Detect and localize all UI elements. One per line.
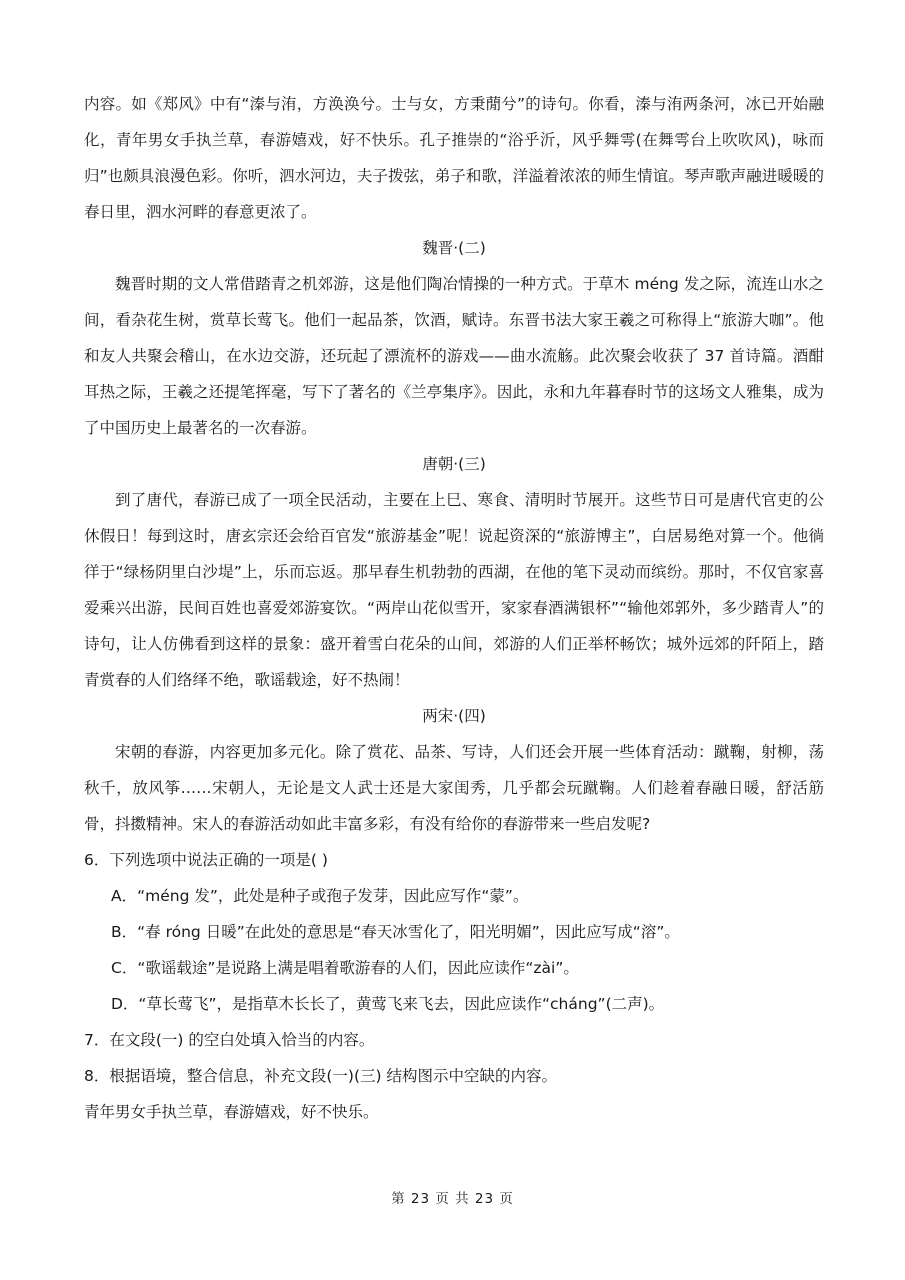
answer-text: 青年男女手执兰草，春游嬉戏，好不快乐。: [84, 1103, 379, 1121]
section2-body: 魏晋时期的文人常借踏青之机郊游，这是他们陶冶情操的一种方式。于草木 méng 发之际，流连山水之间，看杂花生树，赏草长莺飞。他们一起品茶，饮酒，赋诗。东晋书法大家王羲之可称得上“旅游大咖”。他和友人共聚会稽山，在水边交游，还玩起了漂流杯的游戏——曲水流觞。此次聚会收获了 37 首诗篇。酒酣耳热之际，王羲之还提笔挥毫，写下了著名的《兰亭集序》。因此，永和九年暮春时节的这场文人雅集，成为了中国历史上最著名的一次春游。: [84, 275, 824, 437]
question-6: 6．下列选项中说法正确的一项是( ): [84, 851, 328, 869]
section2-heading: 魏晋·(二): [422, 239, 486, 257]
question-8: 8．根据语境，整合信息，补充文段(一)(三) 结构图示中空缺的内容。: [84, 1067, 557, 1085]
q6-option-b: B．“春 róng 日暖”在此处的意思是“春天冰雪化了，阳光明媚”，因此应写成“溶”。: [111, 923, 680, 941]
section4-body: 宋朝的春游，内容更加多元化。除了赏花、品茶、写诗，人们还会开展一些体育活动：蹴鞠，射柳，荡秋千，放风筝……宋朝人，无论是文人武士还是大家闺秀，几乎都会玩蹴鞠。人们趁着春融日暖，舒活筋骨，抖擞精神。宋人的春游活动如此丰富多彩，有没有给你的春游带来一些启发呢?: [84, 743, 824, 833]
q6-option-a: A．“méng 发”，此处是种子或孢子发芽，因此应写作“蒙”。: [111, 887, 529, 905]
page-footer: 第 23 页 共 23 页: [391, 1191, 514, 1207]
question-7: 7．在文段(一) 的空白处填入恰当的内容。: [84, 1031, 375, 1049]
section3-heading: 唐朝·(三): [422, 455, 486, 473]
document-page: [84, 86, 824, 1130]
section1-continuation: 内容。如《郑风》中有“溱与洧，方涣涣兮。士与女，方秉蕑兮”的诗句。你看，溱与洧两条河，冰已开始融化，青年男女手执兰草，春游嬉戏，好不快乐。孔子推崇的“浴乎沂，风乎舞雩(在舞雩台上吹吹风)，咏而归”也颇具浪漫色彩。你听，泗水河边，夫子拨弦，弟子和歌，洋溢着浓浓的师生情谊。琴声歌声融进暖暖的春日里，泗水河畔的春意更浓了。: [84, 95, 824, 221]
q6-option-c: C．“歌谣载途”是说路上满是唱着歌游春的人们，因此应读作“zài”。: [111, 959, 579, 977]
q6-option-d: D．“草长莺飞”，是指草木长长了，黄莺飞来飞去，因此应读作“cháng”(二声)。: [111, 995, 665, 1013]
section3-body: 到了唐代，春游已成了一项全民活动，主要在上巳、寒食、清明时节展开。这些节日可是唐代官吏的公休假日！每到这时，唐玄宗还会给百官发“旅游基金”呢！说起资深的“旅游博主”，白居易绝对算一个。他徜徉于“绿杨阴里白沙堤”上，乐而忘返。那早春生机勃勃的西湖，在他的笔下灵动而缤纷。那时，不仅官家喜爱乘兴出游，民间百姓也喜爱郊游宴饮。“两岸山花似雪开，家家春酒满银杯”“输他郊郭外，多少踏青人”的诗句，让人仿佛看到这样的景象：盛开着雪白花朵的山间，郊游的人们正举杯畅饮；城外远郊的阡陌上，踏青赏春的人们络绎不绝，歌谣载途，好不热闹！: [84, 491, 824, 689]
section4-heading: 两宋·(四): [422, 707, 486, 725]
